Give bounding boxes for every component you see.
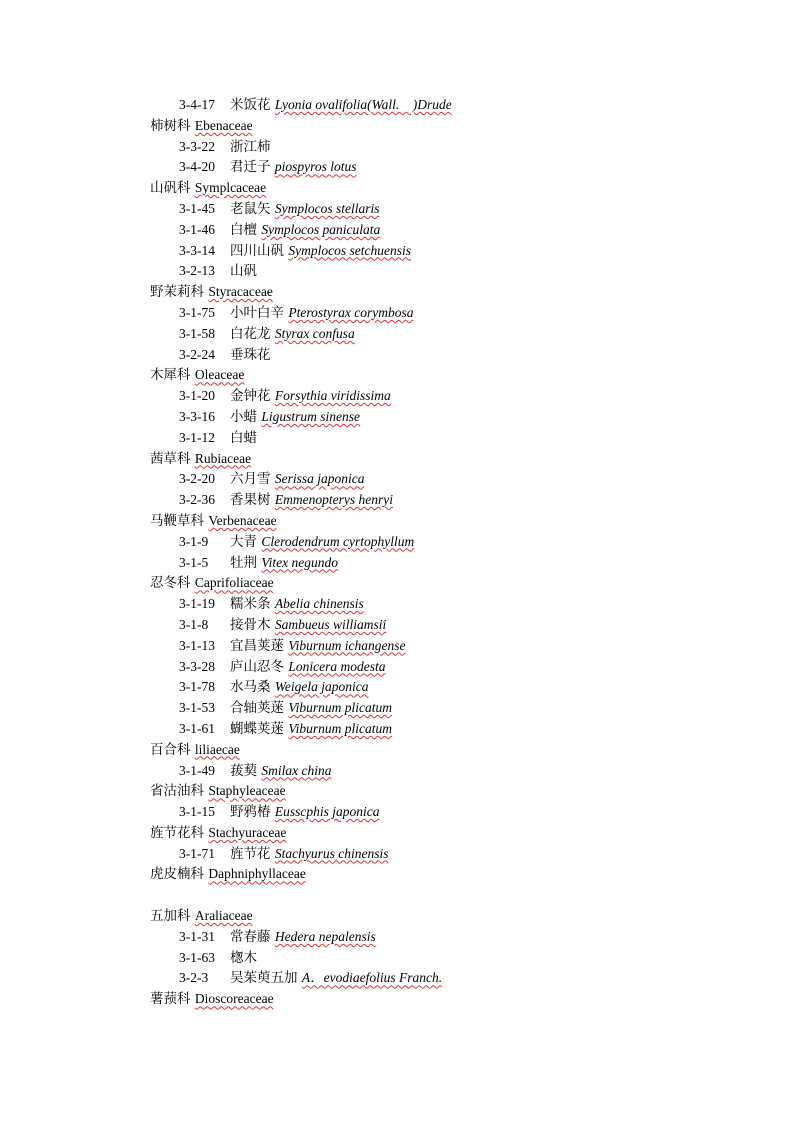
specimen-code: 3-1-13 [179,637,215,653]
specimen-code: 3-4-20 [179,159,215,175]
species-chinese-name: 香果树 [230,492,271,508]
species-chinese-name: 白蜡 [230,429,257,445]
species-chinese-name: 浙江柿 [230,138,271,154]
species-latin-name: A．evodiaefolius Franch. [301,970,443,986]
family-chinese-name: 忍冬科 [150,575,191,591]
species-chinese-name: 大青 [230,533,257,549]
species-entry [150,761,750,782]
species-latin-name: Abelia chinensis [274,596,364,612]
specimen-code: 3-4-17 [179,97,215,112]
family-chinese-name: 薯蓣科 [150,991,191,1007]
species-entry [150,428,750,449]
species-latin-name: Symplocos setchuensis [288,242,411,258]
specimen-code: 3-1-20 [179,388,215,404]
family-chinese-name: 虎皮楠科 [150,866,204,882]
species-entry [150,95,750,116]
family-latin-name: Oleaceae [194,367,245,383]
family-chinese-name: 木犀科 [150,367,191,383]
species-latin-name: Lyonia ovalifolia(Wall. )Drude [274,97,452,112]
species-entry [150,261,750,282]
family-chinese-name: 百合科 [150,741,191,757]
species-latin-name: Viburnum ichangense [288,637,406,653]
document-body [150,95,750,1010]
species-latin-name: Clerodendrum cyrtophyllum [261,533,415,549]
species-entry [150,657,750,678]
family-latin-name: Verbenaceae [208,512,277,528]
species-chinese-name: 六月雪 [230,471,271,487]
species-entry [150,469,750,490]
species-entry [150,157,750,178]
family-chinese-name: 省沽油科 [150,783,204,799]
species-latin-name: Viburnum plicatum [288,700,392,716]
species-chinese-name: 小叶白辛 [230,304,284,320]
species-entry [150,324,750,345]
family-latin-name: Staphyleaceae [208,783,286,799]
specimen-code: 3-2-36 [179,492,215,508]
species-entry [150,241,750,262]
species-chinese-name: 牡荆 [230,554,257,570]
species-entry [150,386,750,407]
family-heading [150,282,750,303]
species-chinese-name: 君迁子 [230,159,271,175]
species-chinese-name: 野鸦椿 [230,804,271,820]
species-latin-name: Symplocos paniculata [261,221,381,237]
species-latin-name: Stachyurus chinensis [274,845,389,861]
species-chinese-name: 吴茱萸五加 [230,970,298,986]
family-latin-name: Caprifoliaceae [194,575,274,591]
species-entry [150,345,750,366]
species-entry [150,553,750,574]
species-latin-name: Ligustrum sinense [261,408,361,424]
family-latin-name: Rubiaceae [194,450,252,466]
specimen-code: 3-1-49 [179,762,215,778]
species-chinese-name: 金钟花 [230,388,271,404]
family-heading [150,823,750,844]
specimen-code: 3-1-46 [179,221,215,237]
family-heading [150,781,750,802]
species-chinese-name: 水马桑 [230,679,271,695]
species-entry [150,199,750,220]
specimen-code: 3-3-22 [179,138,215,154]
species-chinese-name: 垂珠花 [230,346,271,362]
specimen-code: 3-1-5 [179,554,209,570]
species-latin-name: Lonicera modesta [288,658,386,674]
specimen-code: 3-1-9 [179,533,209,549]
species-entry [150,719,750,740]
family-chinese-name: 柿树科 [150,117,191,133]
family-heading [150,864,750,885]
species-chinese-name: 庐山忍冬 [230,658,284,674]
species-entry [150,615,750,636]
species-entry [150,220,750,241]
specimen-code: 3-2-24 [179,346,215,362]
species-latin-name: Pterostyrax corymbosa [288,304,414,320]
family-latin-name: Daphniphyllaceae [208,866,306,882]
family-chinese-name: 山矾科 [150,180,191,196]
specimen-code: 3-2-20 [179,471,215,487]
species-entry [150,677,750,698]
species-entry [150,844,750,865]
species-entry [150,532,750,553]
species-entry [150,636,750,657]
species-latin-name: Smilax china [261,762,332,778]
specimen-code: 3-1-45 [179,200,215,216]
species-chinese-name: 合轴荚蒾 [230,700,284,716]
family-chinese-name: 五加科 [150,908,191,924]
species-entry [150,968,750,989]
family-heading [150,449,750,470]
species-chinese-name: 常春藤 [230,928,271,944]
species-latin-name: Serissa japonica [274,471,365,487]
specimen-code: 3-1-15 [179,804,215,820]
family-chinese-name: 马鞭草科 [150,512,204,528]
species-latin-name: piospyros lotus [274,159,357,175]
species-latin-name: Eusscphis japonica [274,804,380,820]
family-heading [150,365,750,386]
family-latin-name: Ebenaceae [194,117,253,133]
species-latin-name: Sambueus williamsii [274,616,387,632]
species-latin-name: Hedera nepalensis [274,928,376,944]
species-chinese-name: 菝葜 [230,762,257,778]
species-chinese-name: 白檀 [230,221,257,237]
species-latin-name: Viburnum plicatum [288,720,392,736]
blank-line [150,885,750,906]
species-chinese-name: 糯米条 [230,596,271,612]
specimen-code: 3-1-71 [179,845,215,861]
specimen-code: 3-1-8 [179,616,209,632]
species-entry [150,303,750,324]
specimen-code: 3-1-53 [179,700,215,716]
specimen-code: 3-1-61 [179,720,215,736]
family-heading [150,178,750,199]
specimen-code: 3-3-28 [179,658,215,674]
specimen-code: 3-1-12 [179,429,215,445]
species-chinese-name: 四川山矾 [230,242,284,258]
specimen-code: 3-3-14 [179,242,215,258]
species-entry [150,490,750,511]
family-latin-name: Stachyuraceae [208,824,287,840]
family-chinese-name: 茜草科 [150,450,191,466]
family-latin-name: Symplcaceae [194,180,267,196]
family-chinese-name: 野茉莉科 [150,284,204,300]
family-chinese-name: 旌节花科 [150,824,204,840]
family-latin-name: Araliaceae [194,908,253,924]
species-chinese-name: 小蜡 [230,408,257,424]
family-heading [150,740,750,761]
specimen-code: 3-1-63 [179,949,215,965]
family-heading [150,511,750,532]
species-latin-name: Emmenopterys henryi [274,492,393,508]
family-latin-name: Styracaceae [208,284,273,300]
species-entry [150,927,750,948]
species-chinese-name: 接骨木 [230,616,271,632]
species-chinese-name: 山矾 [230,263,257,279]
family-heading [150,116,750,137]
family-heading [150,906,750,927]
species-chinese-name: 蝴蝶荚蒾 [230,720,284,736]
species-latin-name: Vitex negundo [261,554,338,570]
specimen-code: 3-1-58 [179,325,215,341]
species-chinese-name: 宜昌荚蒾 [230,637,284,653]
family-heading [150,573,750,594]
family-latin-name: liliaecae [194,741,240,757]
species-entry [150,137,750,158]
specimen-code: 3-3-16 [179,408,215,424]
species-entry [150,948,750,969]
species-entry [150,802,750,823]
species-chinese-name: 楤木 [230,949,257,965]
specimen-code: 3-2-13 [179,263,215,279]
species-latin-name: Styrax confusa [274,325,355,341]
species-entry [150,407,750,428]
species-chinese-name: 老鼠矢 [230,200,271,216]
family-heading [150,989,750,1010]
specimen-code: 3-1-19 [179,596,215,612]
specimen-code: 3-1-78 [179,679,215,695]
species-latin-name: Weigela japonica [274,679,369,695]
species-entry [150,594,750,615]
species-entry [150,698,750,719]
species-latin-name: Forsythia viridissima [274,388,391,404]
specimen-code: 3-2-3 [179,970,209,986]
specimen-code: 3-1-75 [179,304,215,320]
species-chinese-name: 白花龙 [230,325,271,341]
species-chinese-name: 旌节花 [230,845,271,861]
specimen-code: 3-1-31 [179,928,215,944]
family-latin-name: Dioscoreaceae [194,991,274,1007]
species-chinese-name: 米饭花 [230,97,271,112]
species-latin-name: Symplocos stellaris [274,200,380,216]
